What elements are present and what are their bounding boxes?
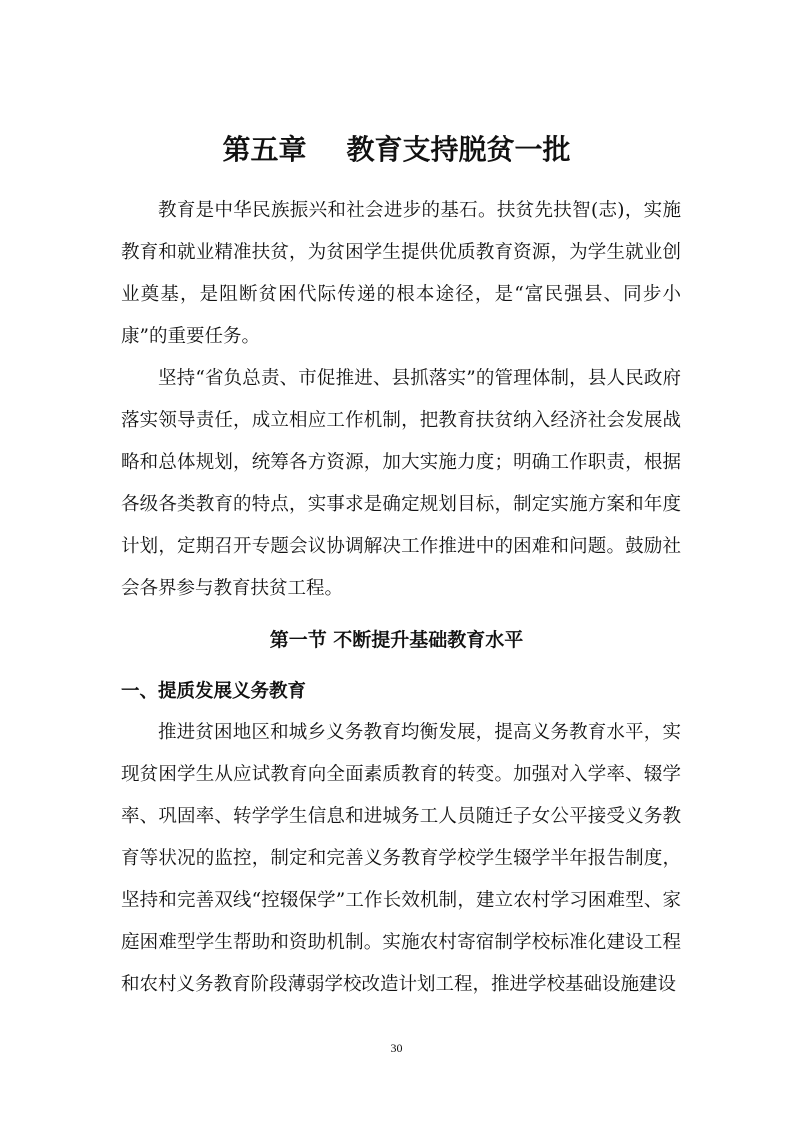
intro-paragraph: 教育是中华民族振兴和社会进步的基石。扶贫先扶智(志)，实施教育和就业精准扶贫，为贫困学生提供优质教育资源，为学生就业创业奠基，是阻断贫困代际传递的根本途径，是“富民强县、同步小康”的重要任务。 bbox=[121, 200, 682, 347]
subsection-title: 一、提质发展义务教育 bbox=[121, 681, 307, 702]
section-title: 第一节 不断提升基础教育水平 bbox=[269, 629, 524, 651]
chapter-name: 教育支持脱贫一批 bbox=[346, 133, 571, 166]
management-paragraph: 坚持“省负总责、市促推进、县抓落实”的管理体制，县人民政府落实领导责任，成立相应工作机制，把教育扶贫纳入经济社会发展战略和总体规划，统筹各方资源，加大实施力度；明确工作职责，根据各级各类教育的特点，实事求是确定规划目标，制定实施方案和年度计划，定期召开专题会议协调解决工作推进中的困难和问题。鼓励社会各界参与教育扶贫工程。 bbox=[121, 368, 681, 599]
chapter-title bbox=[0, 132, 793, 168]
subsection-paragraph: 推进贫困地区和城乡义务教育均衡发展，提高义务教育水平，实现贫困学生从应试教育向全面素质教育的转变。加强对入学率、辍学率、巩固率、转学学生信息和进城务工人员随迁子女公平接受义务教育等状况的监控，制定和完善义务教育学校学生辍学半年报告制度，坚持和完善双线“控辍保学”工作长效机制，建立农村学习困难型、家庭困难型学生帮助和资助机制。实施农村寄宿制学校标准化建设工程和农村义务教育阶段薄弱学校改造计划工程，推进学校基础设施建设 bbox=[121, 722, 681, 995]
chapter-number: 第五章 bbox=[222, 133, 307, 166]
page-number: 30 bbox=[390, 1041, 403, 1055]
